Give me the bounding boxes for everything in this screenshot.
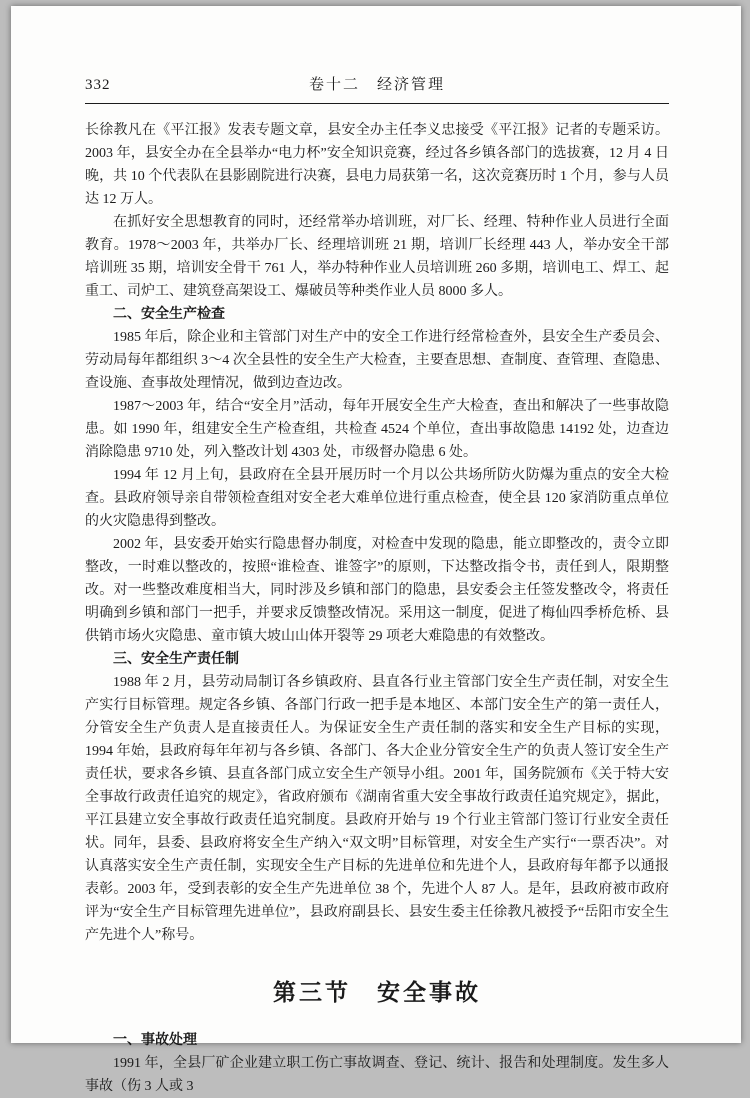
body-paragraph: 1991 年，全县厂矿企业建立职工伤亡事故调查、登记、统计、报告和处理制度。发生多人事故（伤 3 人或 3: [85, 1056, 669, 1094]
document-page: [11, 6, 741, 1094]
section-title: 第三节 安全事故: [273, 980, 481, 1005]
page-content: [85, 119, 669, 1098]
subsection-heading: 一、事故处理: [113, 1033, 197, 1048]
page-header: [85, 76, 669, 104]
body-paragraph: 1994 年 12 月上旬，县政府在全县开展历时一个月以公共场所防火防爆为重点的安全大检查。县政府领导亲自带领检查组对安全老大难单位进行重点检查，使全县 120 家消防重点单位的火灾隐患得到整改。: [85, 468, 669, 529]
body-paragraph: 2002 年，县安委开始实行隐患督办制度，对检查中发现的隐患，能立即整改的，责令立即整改，一时难以整改的，按照“谁检查、谁签字”的原则，下达整改指令书，责任到人，限期整改。对一些整改难度相当大，同时涉及乡镇和部门的隐患，县安委会主任签发整改令，将责任明确到乡镇和部门一把手，并要求反馈整改情况。采用这一制度，促进了梅仙四季桥危桥、县供销市场火灾隐患、童市镇大坡山山体开裂等 29 项老大难隐患的有效整改。: [85, 537, 669, 644]
body-paragraph: 在抓好安全思想教育的同时，还经常举办培训班，对厂长、经理、特种作业人员进行全面教育。1978～2003 年，共举办厂长、经理培训班 21 期，培训厂长经理 443 人，举办安全干部培训班 35 期，培训安全骨干 761 人，举办特种作业人员培训班 260 多期，培训电工、焊工、起重工、司炉工、建筑登高架设工、爆破员等种类作业人员 8000 多人。: [85, 215, 669, 299]
body-paragraph: 1988 年 2 月，县劳动局制订各乡镇政府、县直各行业主管部门安全生产责任制，对安全生产实行目标管理。规定各乡镇、各部门行政一把手是本地区、本部门安全生产的第一责任人，分管安全生产负责人是直接责任人。为保证安全生产责任制的落实和安全生产目标的实现，1994 年始，县政府每年年初与各乡镇、各部门、各大企业分管安全生产的负责人签订安全生产责任状，要求各乡镇、县直各部门成立安全生产领导小组。2001 年，国务院颁布《关于特大安全事故行政责任追究的规定》，省政府颁布《湖南省重大安全事故行政责任追究规定》，据此，平江县建立安全事故行政责任追究制度。县政府开始与 19 个行业主管部门签订行业安全责任状。同年，县委、县政府将安全生产纳入“双文明”目标管理，对安全生产实行“一票否决”。对认真落实安全生产责任制，实现安全生产目标的先进单位和先进个人，县政府每年都予以通报表彰。2003 年，受到表彰的安全生产先进单位 38 个，先进个人 87 人。是年，县政府被市政府评为“安全生产目标管理先进单位”，县政府副县长、县安生委主任徐教凡被授予“岳阳市安全生产先进个人”称号。: [85, 675, 669, 943]
subsection-heading: 三、安全生产责任制: [113, 652, 239, 667]
page-number: 332: [85, 77, 111, 93]
body-paragraph: 1987～2003 年，结合“安全月”活动，每年开展安全生产大检查，查出和解决了一些事故隐患。如 1990 年，组建安全生产检查组，共检查 4524 个单位，查出事故隐患 14192 处，边查边消除隐患 9710 处，列入整改计划 4303 处，市级督办隐患 6 处。: [85, 399, 669, 460]
subsection-heading: 二、安全生产检查: [113, 307, 225, 322]
body-paragraph: 1985 年后，除企业和主管部门对生产中的安全工作进行经常检查外，县安全生产委员会、劳动局每年都组织 3～4 次全县性的安全生产大检查，主要查思想、查制度、查管理、查隐患、查设施、查事故处理情况，做到边查边改。: [85, 330, 669, 391]
header-title: 卷十二 经济管理: [308, 77, 445, 93]
page-inner: [11, 76, 741, 1098]
body-paragraph: 长徐教凡在《平江报》发表专题文章，县安全办主任李义忠接受《平江报》记者的专题采访。2003 年，县安全办在全县举办“电力杯”安全知识竞赛，经过各乡镇各部门的选拔赛，12 月 4 日晚，共 10 个代表队在县影剧院进行决赛，县电力局获第一名，这次竞赛历时 1 个月，参与人员达 12 万人。: [85, 123, 669, 207]
